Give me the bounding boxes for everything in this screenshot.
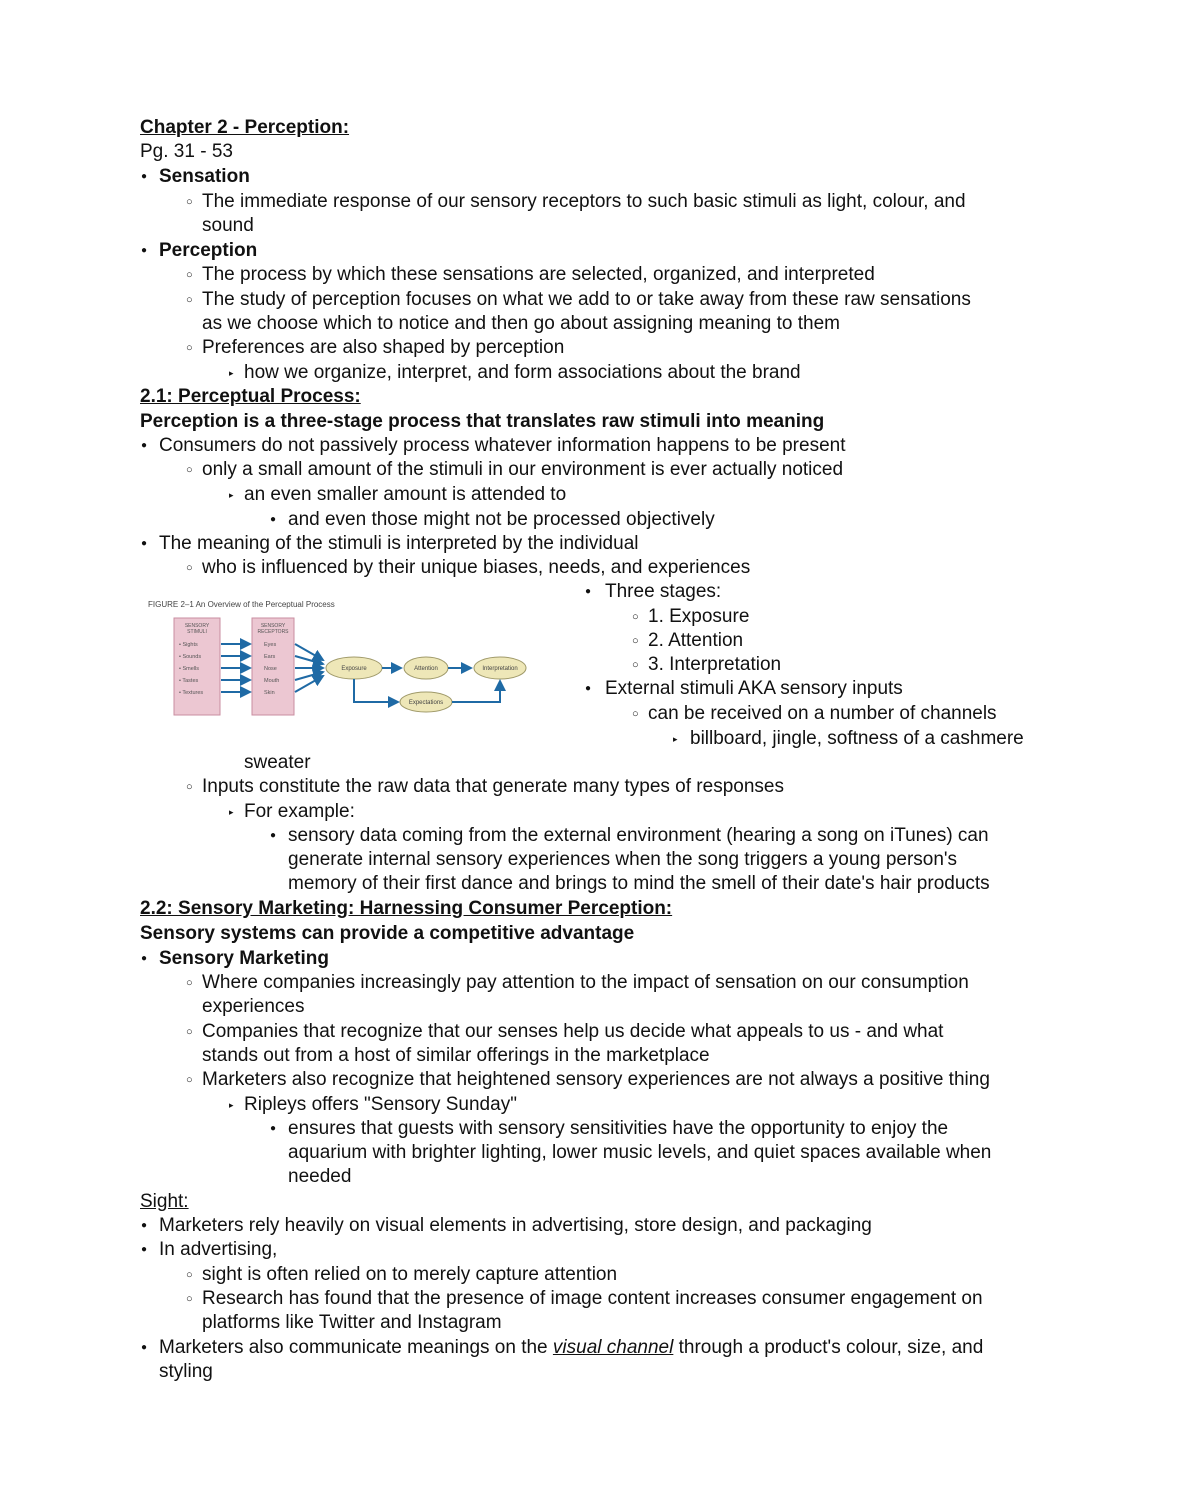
bullet-icon: ●	[585, 586, 592, 597]
stimuli-item: • Smells	[179, 666, 199, 672]
bullet-icon: ●	[270, 830, 277, 841]
bullet-icon: ●	[141, 1244, 148, 1255]
list-item: Inputs constitute the raw data that generate many types of responses	[202, 776, 784, 797]
bullet-icon: ●	[270, 514, 277, 525]
list-item: Marketers rely heavily on visual elements in advertising, store design, and packaging	[159, 1215, 872, 1236]
bullet-icon: ●	[141, 538, 148, 549]
sensation-definition-cont: sound	[202, 215, 254, 236]
circle-bullet-icon: ○	[186, 342, 193, 354]
circle-bullet-icon: ○	[632, 635, 639, 647]
circle-bullet-icon: ○	[186, 562, 193, 574]
list-item: In advertising,	[159, 1239, 278, 1260]
chapter-title: Chapter 2 - Perception:	[140, 117, 350, 138]
stimuli-header: SENSORY	[184, 623, 210, 629]
list-item: The process by which these sensations are selected, organized, and interpreted	[202, 264, 875, 285]
receptor-item: Eyes	[264, 642, 277, 648]
list-item: can be received on a number of channels	[648, 703, 997, 724]
circle-bullet-icon: ○	[186, 1074, 193, 1086]
list-item-cont: platforms like Twitter and Instagram	[202, 1312, 502, 1333]
list-item: External stimuli AKA sensory inputs	[605, 678, 903, 699]
stimuli-item: • Textures	[179, 690, 204, 696]
stages-heading: Three stages:	[605, 581, 722, 602]
list-item: billboard, jingle, softness of a cashmere	[690, 728, 1024, 749]
perceptual-process-figure	[140, 594, 540, 720]
stage-item: 3. Interpretation	[648, 654, 782, 675]
circle-bullet-icon: ○	[632, 708, 639, 720]
list-item-cont: needed	[288, 1166, 352, 1187]
list-item: and even those might not be processed objectively	[288, 509, 715, 530]
list-item: who is influenced by their unique biases, needs, and experiences	[202, 557, 751, 578]
circle-bullet-icon: ○	[186, 269, 193, 281]
sensation-definition: The immediate response of our sensory receptors to such basic stimuli as light, colour, and	[202, 191, 966, 212]
list-item-cont: experiences	[202, 996, 305, 1017]
sight-text: Marketers also communicate meanings on the	[159, 1337, 553, 1358]
list-item: an even smaller amount is attended to	[244, 484, 567, 505]
circle-bullet-icon: ○	[186, 294, 193, 306]
sight-title: Sight:	[140, 1191, 189, 1212]
list-item-cont: memory of their first dance and brings to mind the smell of their date's hair products	[288, 873, 990, 894]
circle-bullet-icon: ○	[186, 464, 193, 476]
list-item: only a small amount of the stimuli in our environment is ever actually noticed	[202, 459, 844, 480]
sight-text: through a product's colour, size, and	[673, 1337, 984, 1358]
list-item-cont: styling	[159, 1361, 213, 1382]
page-range: Pg. 31 - 53	[140, 141, 233, 162]
receptors-header: RECEPTORS	[257, 629, 289, 635]
receptor-item: Mouth	[264, 678, 280, 684]
list-item: Ripleys offers "Sensory Sunday"	[244, 1094, 517, 1115]
stimuli-item: • Tastes	[179, 678, 199, 684]
exposure-label: Exposure	[341, 666, 367, 672]
receptor-item: Ears	[264, 654, 276, 660]
visual-channel-term: visual channel	[552, 1337, 674, 1358]
figure-title: FIGURE 2–1 An Overview of the Perceptual Process	[148, 600, 335, 609]
interpretation-label: Interpretation	[482, 666, 518, 672]
receptor-arrows	[295, 644, 323, 692]
circle-bullet-icon: ○	[186, 1293, 193, 1305]
list-item	[159, 1337, 983, 1359]
bullet-icon: ●	[141, 440, 148, 451]
circle-bullet-icon: ○	[186, 977, 193, 989]
expectations-label: Expectations	[408, 700, 444, 706]
section-2-2-subtitle: Sensory systems can provide a competitive advantage	[140, 923, 635, 944]
sensory-marketing-heading: Sensory Marketing	[159, 948, 329, 969]
bullet-icon: ●	[141, 171, 148, 182]
circle-bullet-icon: ○	[186, 196, 193, 208]
list-item: ensures that guests with sensory sensitivities have the opportunity to enjoy the	[288, 1118, 949, 1139]
list-item: Research has found that the presence of image content increases consumer engagement on	[202, 1288, 983, 1309]
list-item-cont: generate internal sensory experiences when the song triggers a young person's	[288, 849, 958, 870]
sensation-heading: Sensation	[159, 166, 250, 187]
circle-bullet-icon: ○	[186, 1269, 193, 1281]
receptor-item: Skin	[264, 690, 275, 696]
list-item-cont: stands out from a host of similar offerings in the marketplace	[202, 1045, 710, 1066]
section-2-1-subtitle: Perception is a three-stage process that translates raw stimuli into meaning	[140, 411, 825, 432]
triangle-bullet-icon: ▸	[229, 807, 234, 817]
stimuli-header: STIMULI	[187, 629, 207, 635]
receptors-header: SENSORY	[260, 623, 286, 629]
perception-heading: Perception	[159, 240, 258, 261]
bullet-icon: ●	[141, 1342, 148, 1353]
circle-bullet-icon: ○	[186, 781, 193, 793]
list-item-cont: sweater	[244, 752, 311, 773]
stimuli-item: • Sounds	[179, 654, 202, 660]
triangle-bullet-icon: ▸	[229, 490, 234, 500]
list-item: Preferences are also shaped by perception	[202, 337, 565, 358]
circle-bullet-icon: ○	[632, 659, 639, 671]
bullet-icon: ●	[141, 953, 148, 964]
list-item: Companies that recognize that our senses help us decide what appeals to us - and what	[202, 1021, 944, 1042]
receptor-item: Nose	[264, 666, 277, 672]
triangle-bullet-icon: ▸	[673, 734, 678, 744]
list-item: sensory data coming from the external environment (hearing a song on iTunes) can	[288, 825, 989, 846]
list-item: Marketers also recognize that heightened sensory experiences are not always a positive thing	[202, 1069, 990, 1090]
stimuli-item: • Sights	[179, 642, 198, 648]
list-item: sight is often relied on to merely capture attention	[202, 1264, 618, 1285]
stage-item: 2. Attention	[648, 630, 744, 651]
list-item: The meaning of the stimuli is interpreted by the individual	[159, 533, 639, 554]
stage-item: 1. Exposure	[648, 606, 750, 627]
list-item-cont: as we choose which to notice and then go about assigning meaning to them	[202, 313, 840, 334]
section-2-1-title: 2.1: Perceptual Process:	[140, 386, 361, 407]
bullet-icon: ●	[141, 1220, 148, 1231]
circle-bullet-icon: ○	[186, 1026, 193, 1038]
list-item: how we organize, interpret, and form associations about the brand	[244, 362, 801, 383]
triangle-bullet-icon: ▸	[229, 368, 234, 378]
list-item: Where companies increasingly pay attention to the impact of sensation on our consumption	[202, 972, 969, 993]
list-item: The study of perception focuses on what we add to or take away from these raw sensations	[202, 289, 971, 310]
list-item: Consumers do not passively process whatever information happens to be present	[159, 435, 846, 456]
bullet-icon: ●	[270, 1123, 277, 1134]
stimuli-arrows	[221, 644, 250, 692]
attention-label: Attention	[414, 666, 438, 672]
triangle-bullet-icon: ▸	[229, 1100, 234, 1110]
bullet-icon: ●	[141, 245, 148, 256]
bullet-icon: ●	[585, 683, 592, 694]
list-item-cont: aquarium with brighter lighting, lower music levels, and quiet spaces available when	[288, 1142, 992, 1163]
circle-bullet-icon: ○	[632, 611, 639, 623]
list-item: For example:	[244, 801, 355, 822]
section-2-2-title: 2.2: Sensory Marketing: Harnessing Consumer Perception:	[140, 898, 673, 919]
